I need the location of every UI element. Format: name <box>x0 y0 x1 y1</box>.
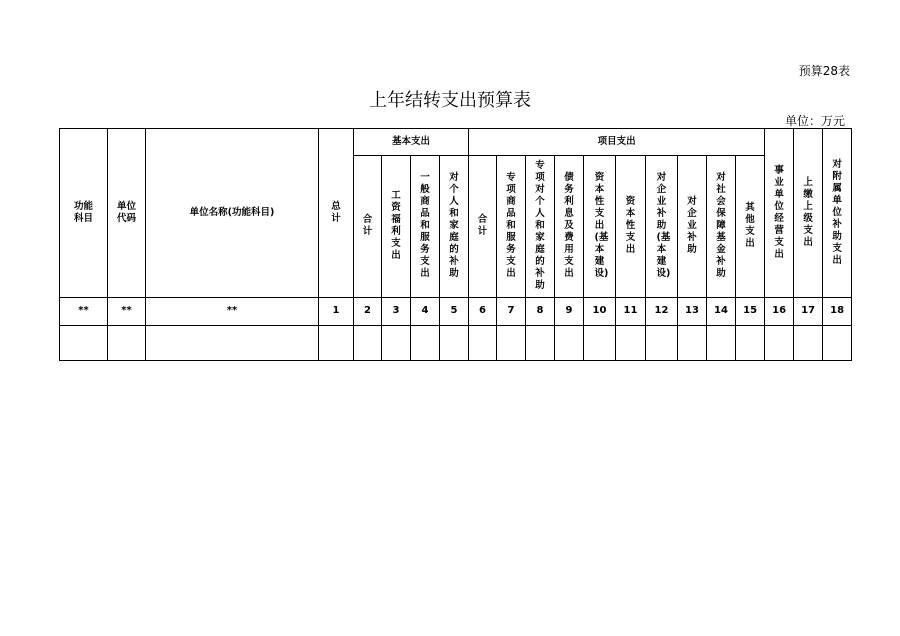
index-cell: ** <box>60 298 108 326</box>
index-cell: 14 <box>707 298 736 326</box>
data-cell <box>823 326 852 361</box>
index-cell: 1 <box>319 298 354 326</box>
header-subsidiary-subsidy: 对附属单位补助支出 <box>823 129 852 298</box>
budget-table <box>59 128 852 361</box>
index-cell: 11 <box>616 298 646 326</box>
table-row <box>60 326 852 361</box>
header-upper-turnover: 上缴上级支出 <box>794 129 823 298</box>
index-cell: 16 <box>765 298 794 326</box>
data-cell <box>146 326 319 361</box>
index-row <box>60 298 852 326</box>
header-total: 总计 <box>319 129 354 298</box>
header-function-subject: 功能科目 <box>60 129 108 298</box>
data-cell <box>60 326 108 361</box>
header-project-capital-construction: 资本性支出(基本建设) <box>584 156 616 298</box>
header-basic-wages: 工资福利支出 <box>382 156 411 298</box>
index-cell: 6 <box>469 298 497 326</box>
index-cell: 9 <box>555 298 584 326</box>
header-project-capital: 资本性支出 <box>616 156 646 298</box>
index-cell: ** <box>146 298 319 326</box>
page-title: 上年结转支出预算表 <box>369 90 531 111</box>
data-cell <box>497 326 526 361</box>
index-cell: 15 <box>736 298 765 326</box>
data-cell <box>440 326 469 361</box>
data-cell <box>108 326 146 361</box>
header-project-enterprise: 对企业补助 <box>678 156 707 298</box>
data-cell <box>646 326 678 361</box>
header-project-debt-interest: 债务利息及费用支出 <box>555 156 584 298</box>
data-cell <box>616 326 646 361</box>
index-cell: 18 <box>823 298 852 326</box>
data-cell <box>794 326 823 361</box>
header-basic-goods: 一般商品和服务支出 <box>411 156 440 298</box>
header-unit-name: 单位名称(功能科目) <box>146 129 319 298</box>
data-cell <box>469 326 497 361</box>
data-cell <box>319 326 354 361</box>
index-cell: 5 <box>440 298 469 326</box>
header-project-special-goods: 专项商品和服务支出 <box>497 156 526 298</box>
data-cell <box>707 326 736 361</box>
data-cell <box>411 326 440 361</box>
unit-label: 单位：万元 <box>784 114 845 128</box>
data-cell <box>382 326 411 361</box>
index-cell: 3 <box>382 298 411 326</box>
header-project-other: 其他支出 <box>736 156 765 298</box>
header-unit-code: 单位代码 <box>108 129 146 298</box>
data-cell <box>526 326 555 361</box>
header-project-enterprise-construction: 对企业补助(基本建设) <box>646 156 678 298</box>
index-cell: 2 <box>354 298 382 326</box>
data-cell <box>555 326 584 361</box>
index-cell: 17 <box>794 298 823 326</box>
header-project-expenditure: 项目支出 <box>469 129 765 156</box>
header-project-subtotal: 合计 <box>469 156 497 298</box>
data-cell <box>584 326 616 361</box>
data-cell <box>736 326 765 361</box>
header-basic-individual: 对个人和家庭的补助 <box>440 156 469 298</box>
header-institution-operating: 事业单位经营支出 <box>765 129 794 298</box>
index-cell: 4 <box>411 298 440 326</box>
index-cell: 12 <box>646 298 678 326</box>
data-cell <box>765 326 794 361</box>
index-cell: 8 <box>526 298 555 326</box>
header-basic-subtotal: 合计 <box>354 156 382 298</box>
index-cell: 7 <box>497 298 526 326</box>
data-cell <box>678 326 707 361</box>
header-project-special-individual: 专项对个人和家庭的补助 <box>526 156 555 298</box>
form-code: 预算28表 <box>798 64 850 78</box>
index-cell: ** <box>108 298 146 326</box>
header-project-social-security: 对社会保障基金补助 <box>707 156 736 298</box>
index-cell: 10 <box>584 298 616 326</box>
index-cell: 13 <box>678 298 707 326</box>
header-basic-expenditure: 基本支出 <box>354 129 469 156</box>
data-cell <box>354 326 382 361</box>
